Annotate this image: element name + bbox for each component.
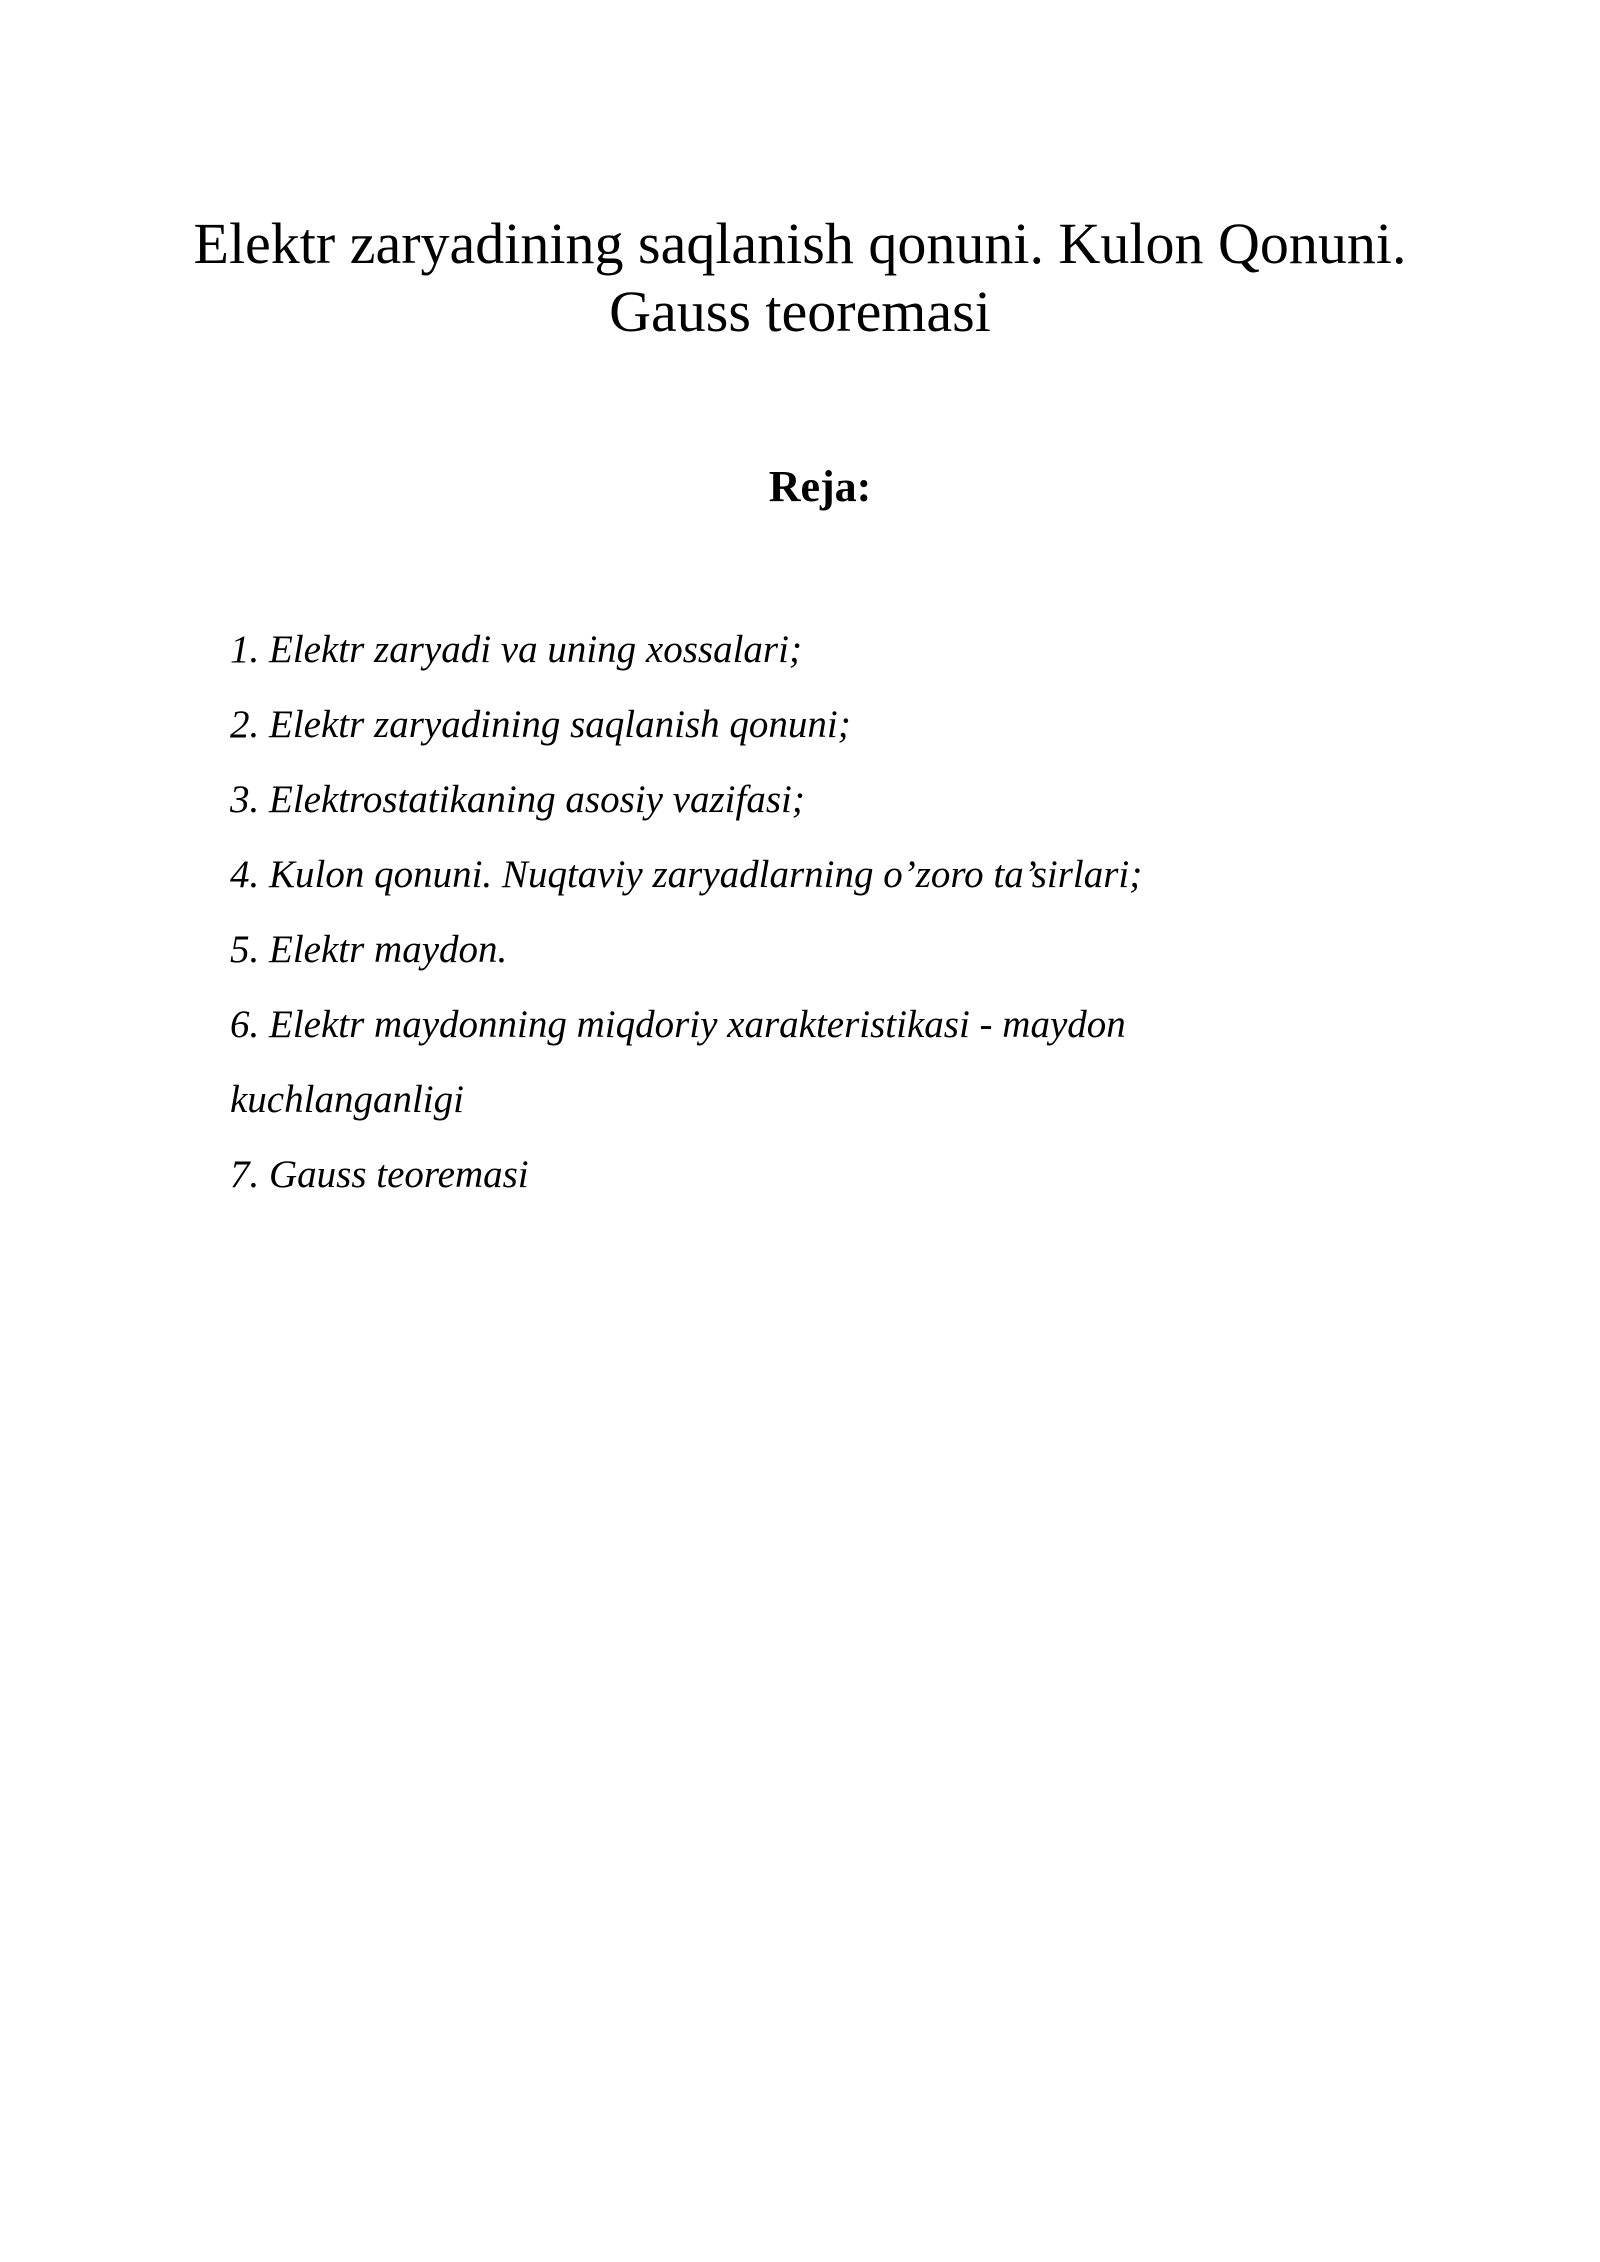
plan-item: 3. Elektrostatikaning asosiy vazifasi; <box>230 778 805 821</box>
plan-item: 6. Elektr maydonning miqdoriy xarakteristikasi - maydon <box>230 1003 1126 1046</box>
title-line-2: Gauss teoremasi <box>609 279 991 344</box>
plan-item-continuation: kuchlanganligi <box>230 1078 464 1121</box>
document-title <box>0 210 1600 346</box>
plan-list <box>230 612 1310 1212</box>
plan-item: 4. Kulon qonuni. Nuqtaviy zaryadlarning o’zoro ta’sirlari; <box>230 853 1143 896</box>
title-line-1: Elektr zaryadining saqlanish qonuni. Kulon Qonuni. <box>193 211 1407 276</box>
plan-item: 2. Elektr zaryadining saqlanish qonuni; <box>230 703 851 746</box>
plan-item: 7. Gauss teoremasi <box>230 1153 529 1196</box>
plan-item: 5. Elektr maydon. <box>230 928 508 971</box>
plan-item: 1. Elektr zaryadi va uning xossalari; <box>230 628 802 671</box>
plan-heading: Reja: <box>768 462 872 511</box>
